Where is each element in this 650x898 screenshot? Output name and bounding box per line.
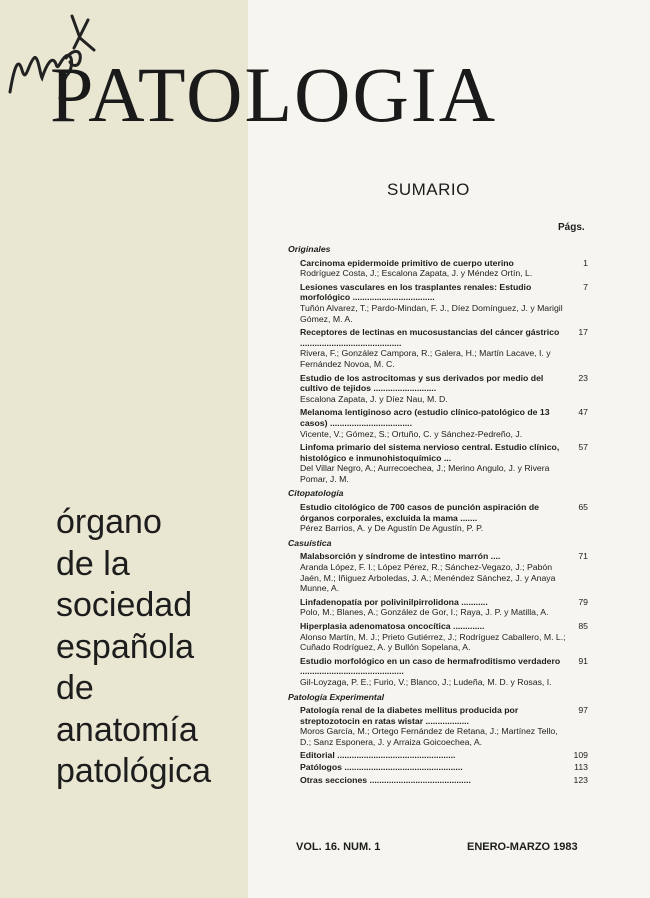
journal-title: PATOLOGIA <box>50 51 498 138</box>
entry-authors: Polo, M.; Blanes, A.; González de Gor, I.; Raya, J. P. y Matilla, A. <box>300 607 549 618</box>
entry-title: Patología renal de la diabetes mellitus producida por streptozotocin en ratas wistar .................. <box>300 705 519 726</box>
toc-entry <box>288 705 588 747</box>
entry-title: Carcinoma epidermoide primitivo de cuerpo uterino <box>300 257 514 268</box>
entry-title: Otras secciones .......................................... <box>300 774 471 785</box>
entry-title: Editorial ................................................. <box>300 749 456 760</box>
entry-page-number: 109 <box>573 749 588 760</box>
society-description-line: anatomía <box>56 710 198 749</box>
entry-title: Patólogos ................................................. <box>300 762 463 773</box>
pages-column-label: Págs. <box>558 222 585 233</box>
society-description-line: patológica <box>56 752 212 790</box>
toc-entry <box>288 442 588 484</box>
entry-title: Estudio morfológico en un caso de hermafroditismo verdadero ........................................... <box>300 655 561 677</box>
entry-authors: Del Villar Negro, A.; Aurrecoechea, J.; Merino Angulo, J. y Rivera Pomar, J. M. <box>300 463 550 484</box>
entry-page-number: 57 <box>578 442 588 453</box>
section-heading: Originales <box>288 244 331 254</box>
section-heading: Casuística <box>288 537 332 548</box>
toc-entry <box>288 373 588 405</box>
entry-authors: Tuñón Alvarez, T.; Pardo-Mindan, F. J., Díez Domínguez, J. y Marigil Gómez, M. A. <box>300 302 563 324</box>
entry-authors: Alonso Martín, M. J.; Prieto Gutiérrez, J.; Rodríguez Caballero, M. L.; Cuñado Rodríguez, A. y Bullón Sopelana, A. <box>300 631 566 653</box>
society-description-line: órgano <box>56 503 162 541</box>
entry-authors: Escalona Zapata, J. y Díez Nau, M. D. <box>300 393 448 404</box>
entry-authors: Pérez Barrios, A. y De Agustín De Agustín, P. P. <box>300 523 484 534</box>
entry-page-number: 123 <box>573 774 588 785</box>
entry-page-number: 7 <box>583 281 588 292</box>
entry-page-number: 85 <box>578 621 588 631</box>
toc-entry <box>288 597 588 618</box>
entry-title: Estudio citológico de 700 casos de punción aspiración de órganos corporales, excluida la mama ....... <box>300 502 539 523</box>
entry-authors: Vicente, V.; Gómez, S.; Ortuño, C. y Sánchez-Pedreño, J. <box>300 428 523 439</box>
entry-page-number: 79 <box>578 596 588 607</box>
entry-page-number: 17 <box>578 327 588 338</box>
toc-entry <box>288 327 588 369</box>
entry-title: Receptores de lectinas en mucosustancias del cáncer gástrico .......................................... <box>300 327 560 348</box>
toc-entry <box>288 762 588 773</box>
society-description-line: española <box>56 627 195 666</box>
entry-title: Lesiones vasculares en los trasplantes renales: Estudio morfológico .................................. <box>300 281 532 303</box>
entry-page-number: 47 <box>578 407 588 418</box>
entry-page-number: 71 <box>578 551 588 562</box>
toc-entry <box>288 621 588 653</box>
society-description-line: de <box>56 669 94 707</box>
toc-entry <box>288 407 588 439</box>
entry-title: Hiperplasia adenomatosa oncocítica ............. <box>300 621 485 631</box>
toc-entry <box>288 258 588 279</box>
entry-page-number: 1 <box>583 257 588 268</box>
toc-entry <box>288 656 588 688</box>
entry-page-number: 23 <box>578 372 588 383</box>
entry-title: Melanoma lentiginoso acro (estudio clínico-patológico de 13 casos) .................................. <box>300 407 550 428</box>
issue-date: ENERO-MARZO 1983 <box>467 841 578 853</box>
entry-authors: Gil-Loyzaga, P. E.; Furio, V.; Blanco, J.; Ludeña, M. D. y Rosas, I. <box>300 676 552 687</box>
entry-page-number: 65 <box>578 502 588 513</box>
entry-title: Linfoma primario del sistema nervioso central. Estudio clínico, histológico e inmunohistoquímico ... <box>300 442 560 463</box>
entry-authors: Rivera, F.; González Campora, R.; Galera, H.; Martín Lacave, I. y Fernández Novoa, M. C. <box>300 348 551 369</box>
table-of-contents <box>288 240 588 785</box>
entry-page-number: 91 <box>578 655 588 666</box>
society-description-line: de la <box>56 544 130 583</box>
society-description-line: sociedad <box>56 586 193 624</box>
toc-entry <box>288 502 588 534</box>
toc-entry <box>288 775 588 786</box>
entry-authors: Rodríguez Costa, J.; Escalona Zapata, J. y Méndez Ortín, L. <box>300 268 533 279</box>
entry-page-number: 113 <box>574 762 588 773</box>
entry-title: Estudio de los astrocitomas y sus derivados por medio del cultivo de tejidos .......................... <box>300 372 544 394</box>
entry-title: Malabsorción y síndrome de intestino marrón .... <box>300 551 501 562</box>
summary-heading: SUMARIO <box>387 180 470 199</box>
entry-authors: Aranda López, F. I.; López Pérez, R.; Sánchez-Vegazo, J.; Pabón Jaén, M.; Iñiguez Arboledas, J. A.; Menéndez Sánchez, J. y Anaya Munne, A. <box>300 562 556 594</box>
entry-title: Linfadenopatía por polivinilpirrolidona ........... <box>300 596 488 607</box>
section-heading: Citopatología <box>288 488 344 499</box>
toc-entry <box>288 282 588 324</box>
toc-entry <box>288 551 588 593</box>
volume-number: VOL. 16. NUM. 1 <box>296 841 381 853</box>
section-heading: Patología Experimental <box>288 691 385 702</box>
society-description <box>56 502 211 793</box>
entry-authors: Moros García, M.; Ortego Fernández de Retana, J.; Martínez Tello, D.; Sanz Esponera, J. y Arraiza Goicoechea, A. <box>300 726 558 747</box>
entry-page-number: 97 <box>578 705 588 716</box>
toc-entry <box>288 750 588 761</box>
